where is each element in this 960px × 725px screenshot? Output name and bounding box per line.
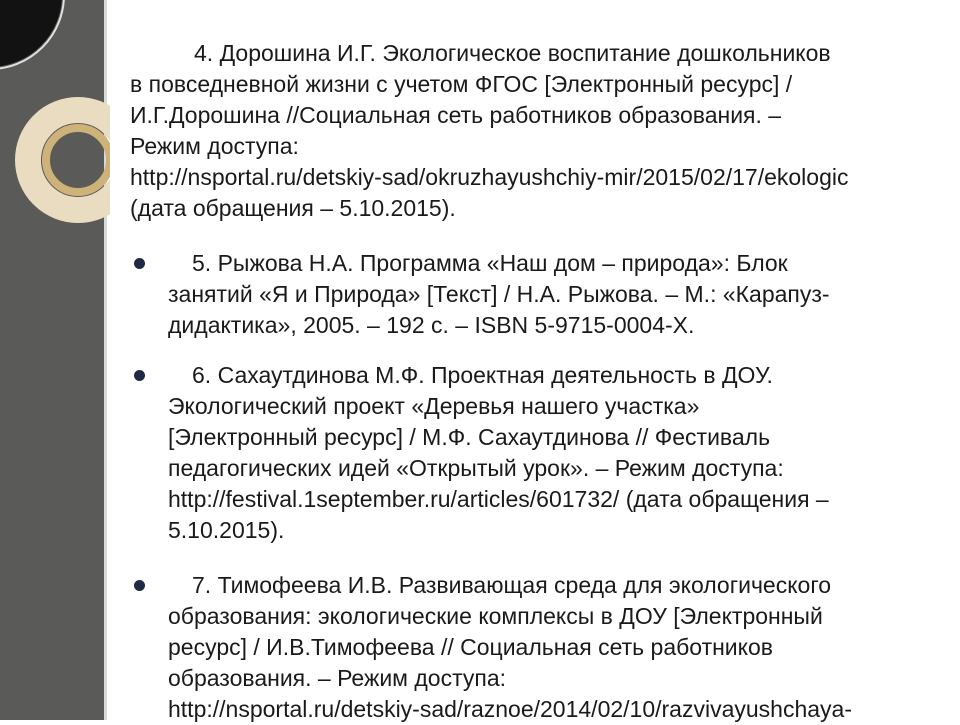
reference-text-line: http://nsportal.ru/detskiy-sad/raznoe/2014/02/10/razvivayushchaya- (168, 696, 852, 722)
reference-text-line: в повседневной жизни с учетом ФГОС [Электронный ресурс] / (130, 71, 793, 97)
reference-text-line: занятий «Я и Природа» [Текст] / Н.А. Рыжова. – М.: «Карапуз- (168, 281, 830, 307)
reference-bullet (134, 258, 145, 269)
reference-bullet (134, 370, 145, 381)
reference-text-line: ресурс] / И.В.Тимофеева // Социальная сеть работников (168, 634, 773, 660)
reference-text-line: 7. Тимофеева И.В. Развивающая среда для экологического (192, 572, 832, 598)
reference-text-line: 5.10.2015). (168, 517, 285, 543)
reference-text-line: И.Г.Дорошина //Социальная сеть работников образования. – (130, 102, 782, 128)
reference-text-line: 6. Сахаутдинова М.Ф. Проектная деятельность в ДОУ. (192, 362, 773, 388)
reference-text-line: [Электронный ресурс] / М.Ф. Сахаутдинова // Фестиваль (168, 424, 771, 450)
reference-text-line: педагогических идей «Открытый урок». – Режим доступа: (168, 455, 784, 481)
reference-text-line: образования. – Режим доступа: (168, 665, 507, 691)
reference-text-line: http://nsportal.ru/detskiy-sad/okruzhayushchiy-mir/2015/02/17/ekologic (130, 164, 849, 190)
reference-text-line: образования: экологические комплексы в ДОУ [Электронный (168, 603, 823, 629)
reference-text-line: Режим доступа: (130, 133, 299, 159)
reference-text-line: 5. Рыжова Н.А. Программа «Наш дом – природа»: Блок (192, 250, 788, 276)
reference-text-line: http://festival.1september.ru/articles/601732/ (дата обращения – (168, 486, 829, 512)
reference-text-line: дидактика», 2005. – 192 с. – ISBN 5-9715-0004-X. (168, 312, 695, 338)
reference-text-line: Экологический проект «Деревья нашего участка» (168, 393, 700, 419)
reference-text-line: 4. Дорошина И.Г. Экологическое воспитание дошкольников (194, 40, 831, 66)
reference-text-line: (дата обращения – 5.10.2015). (130, 195, 456, 221)
reference-bullet (134, 580, 145, 591)
